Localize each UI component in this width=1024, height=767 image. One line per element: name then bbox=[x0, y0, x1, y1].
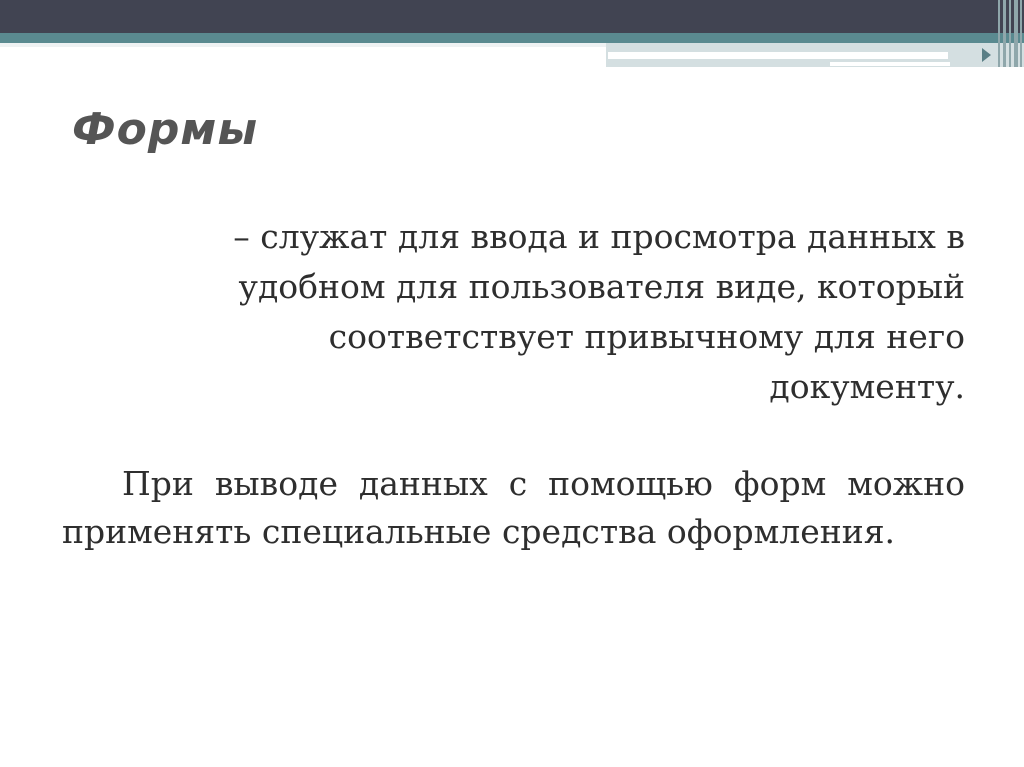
triangle-right-icon bbox=[982, 48, 991, 62]
header-accent-line bbox=[608, 52, 948, 59]
header-teal-bar bbox=[0, 33, 1024, 43]
header-light-strip bbox=[0, 43, 606, 47]
note-text: При выводе данных с помощью форм можно применять специальные средства оформления. bbox=[62, 464, 965, 551]
definition-text: – служат для ввода и просмотра данных в удобном для пользователя виде, который соответствует привычному для него документу. bbox=[233, 217, 965, 406]
header-accent-line-short bbox=[830, 62, 950, 66]
slide-title: Формы bbox=[72, 104, 259, 155]
header-vertical-stripes bbox=[996, 0, 1024, 67]
header-dark-bar bbox=[0, 0, 1024, 33]
